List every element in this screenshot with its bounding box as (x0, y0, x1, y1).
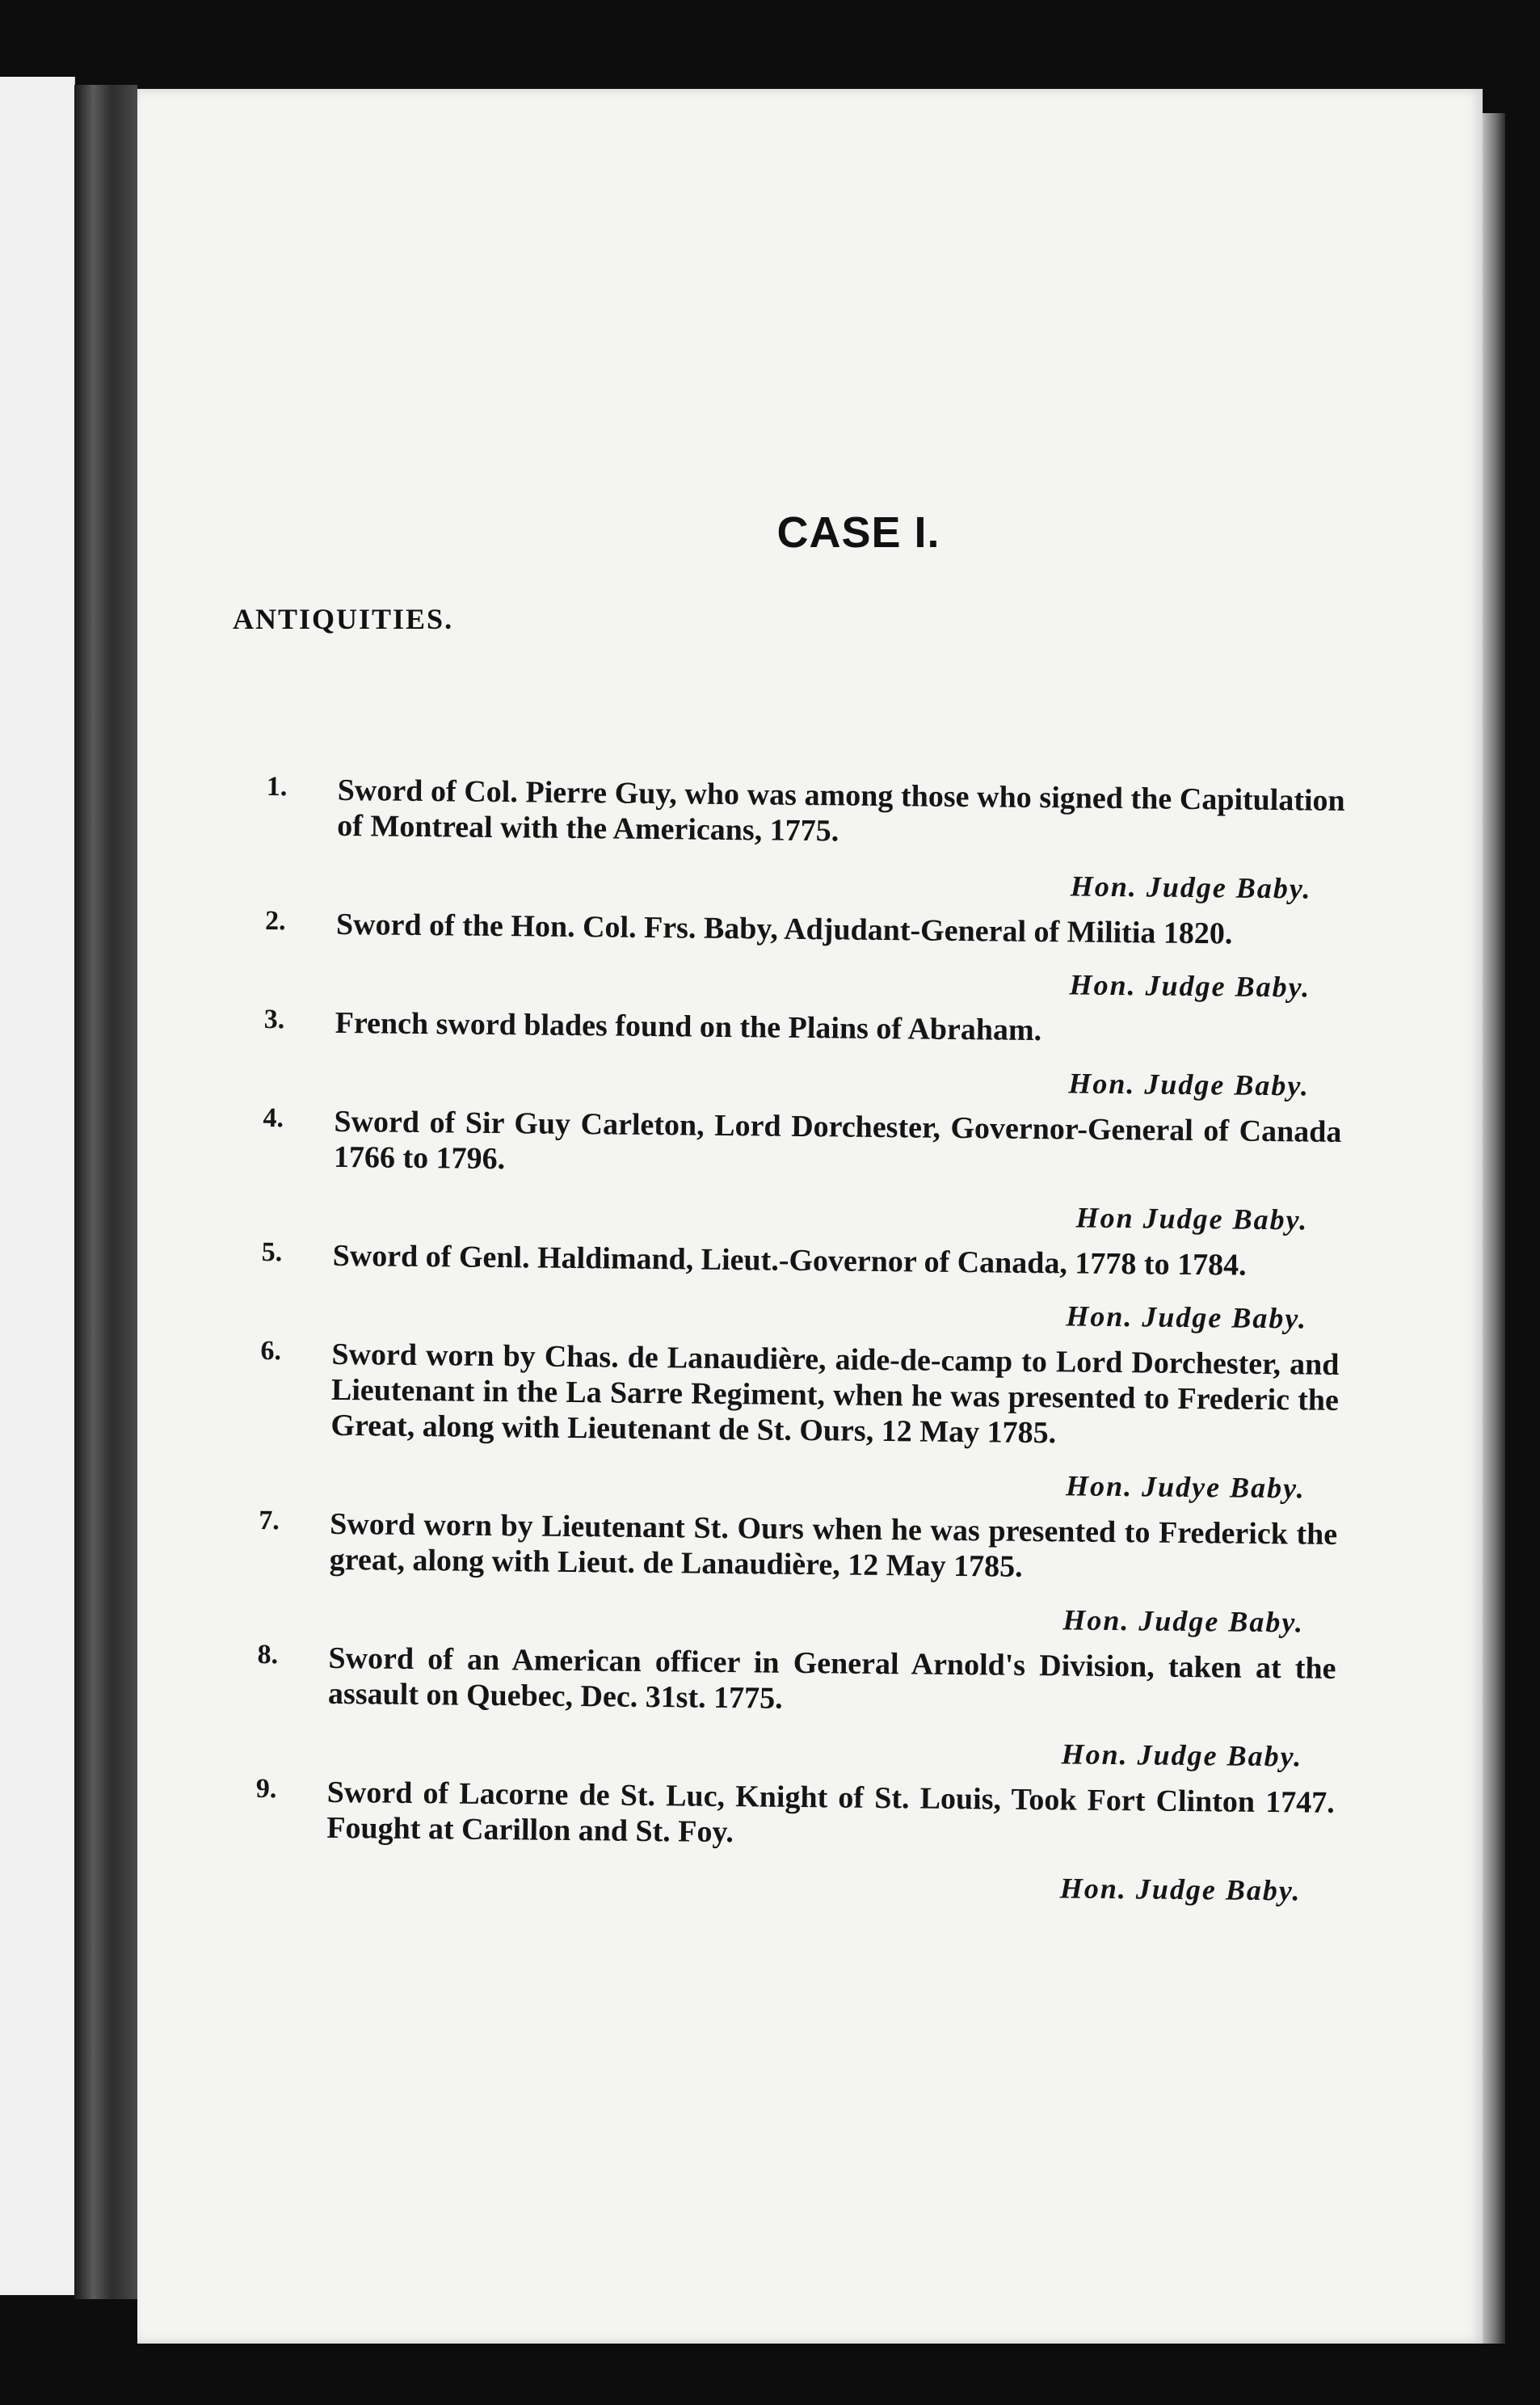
list-item (259, 1336, 1340, 1506)
item-text: Sword of Col. Pierre Guy, who was among those who signed the Capitulation of Montreal with the Americans, 1775. (337, 773, 1345, 849)
item-credit: Hon. Judge Baby. (1066, 1299, 1308, 1335)
item-number: 3. (263, 1004, 285, 1035)
item-text: Sword of Lacorne de St. Luc, Knight of St. Louis, Took Fort Clinton 1747. Fought at Carillon and St. Foy. (326, 1775, 1335, 1850)
list-item (264, 906, 1344, 1005)
item-credit: Hon. Judge Baby. (1062, 1603, 1305, 1639)
item-number: 7. (259, 1505, 280, 1536)
item-text: French sword blades found on the Plains of Abraham. (335, 1005, 1042, 1048)
item-number: 9. (255, 1773, 277, 1805)
item-credit: Hon. Judye Baby. (1065, 1469, 1306, 1505)
item-text: Sword worn by Chas. de Lanaudière, aide-de-camp to Lord Dorchester, and Lieutenant in the La Sarre Regiment, when he was presented to Frederic the Great, along with Lieutenant de St. Ours, 12 May 1785. (330, 1337, 1340, 1451)
item-text: Sword worn by Lieutenant St. Ours when he was presented to Frederick the great, along with Lieut. de Lanaudière, 12 May 1785. (329, 1506, 1338, 1584)
item-credit: Hon. Judge Baby. (1059, 1872, 1302, 1907)
item-number: 8. (257, 1639, 279, 1670)
item-credit: Hon. Judge Baby. (1070, 870, 1312, 905)
item-number: 1. (266, 772, 288, 802)
item-list (255, 772, 1345, 1919)
item-text: Sword of Sir Guy Carleton, Lord Dorchester, Governor-General of Canada 1766 to 1796. (333, 1104, 1342, 1177)
item-text: Sword of Genl. Haldimand, Lieut.-Governor of Canada, 1778 to 1784. (332, 1238, 1247, 1283)
list-item (258, 1506, 1338, 1640)
item-credit: Hon. Judge Baby. (1069, 968, 1311, 1004)
item-text: Sword of the Hon. Col. Frs. Baby, Adjudant-General of Militia 1820. (335, 907, 1233, 951)
list-item (263, 1005, 1343, 1103)
section-heading: ANTIQUITIES. (233, 603, 454, 635)
item-credit: Hon. Judge Baby. (1061, 1737, 1303, 1773)
document-page (137, 89, 1483, 2344)
list-item (265, 772, 1345, 906)
item-text: Sword of an American officer in General Arnold's Division, taken at the assault on Quebec, Dec. 31st. 1775. (327, 1641, 1336, 1716)
list-item (255, 1774, 1335, 1908)
book-spine (74, 85, 137, 2299)
item-credit: Hon Judge Baby. (1075, 1201, 1309, 1236)
page-edge (1483, 113, 1505, 2344)
list-item (261, 1237, 1340, 1336)
item-number: 6. (260, 1335, 282, 1367)
list-item (256, 1640, 1336, 1774)
case-heading: CASE I. (776, 508, 940, 557)
list-item (262, 1103, 1342, 1237)
facing-page (0, 77, 75, 2295)
item-number: 5. (261, 1236, 283, 1268)
item-number: 4. (263, 1102, 284, 1134)
item-credit: Hon. Judge Baby. (1068, 1067, 1311, 1102)
item-number: 2. (264, 905, 286, 937)
